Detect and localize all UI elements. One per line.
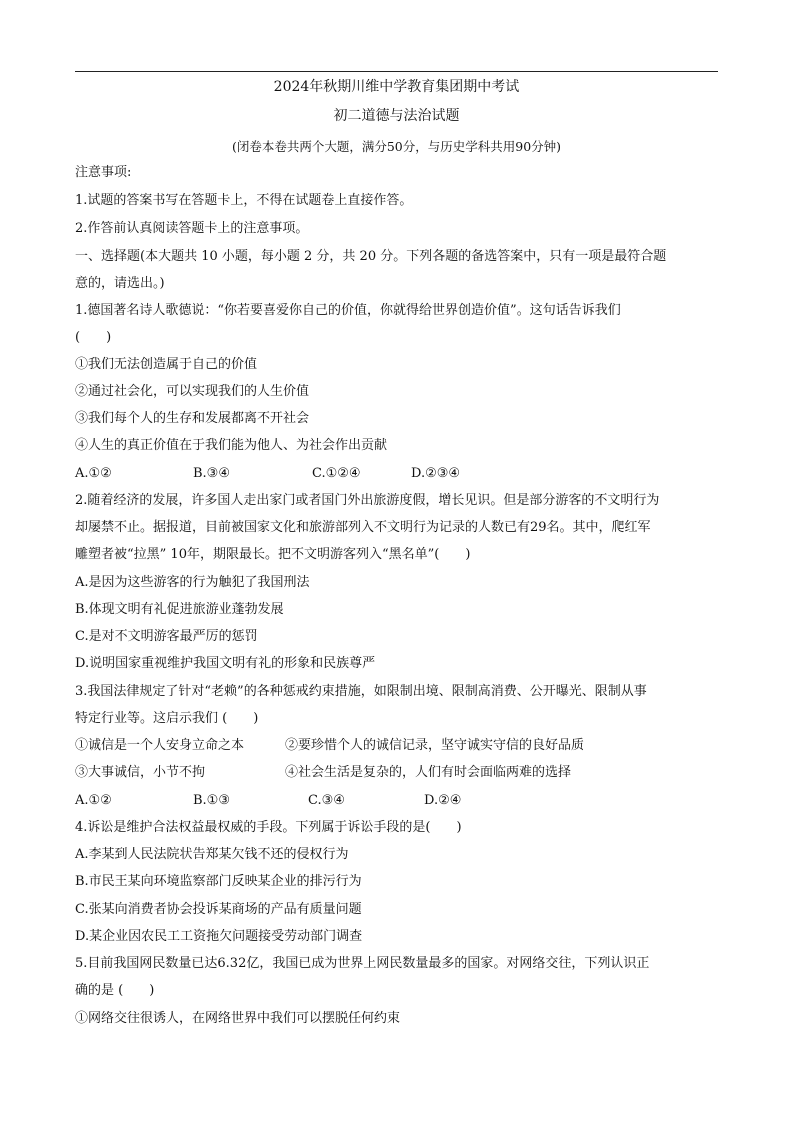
q2-stem: 2.随着经济的发展，许多国人走出家门或者国门外出旅游度假，增长见识。但是部分游客的不文明行为 [75, 493, 660, 508]
q4-option-a: A.李某到人民法院状告郑某欠钱不还的侵权行为 [75, 847, 349, 862]
q2-stem-cont: 却屡禁不止。据报道，目前被国家文化和旅游部列入不文明行为记录的人数已有29名。其中，爬红军 [75, 520, 651, 535]
exam-title: 2024年秋期川维中学教育集团期中考试 [273, 79, 520, 95]
q5-stem-cont: 确的是 ( ) [75, 983, 155, 998]
q5-stem: 5.目前我国网民数量已达6.32亿，我国已成为世界上网民数量最多的国家。对网络交往，下列认识正 [75, 956, 650, 971]
q5-statement-1: ①网络交往很诱人，在网络世界中我们可以摆脱任何约束 [75, 1011, 401, 1026]
q1-option-b: B.③④ [193, 466, 230, 481]
q1-answer-blank: ( ) [75, 330, 112, 345]
notices-heading: 注意事项: [75, 165, 132, 180]
q2-option-b: B.体现文明有礼促进旅游业蓬勃发展 [75, 602, 284, 617]
q2-option-a: A.是因为这些游客的行为触犯了我国刑法 [75, 575, 310, 590]
q3-stem-cont: 特定行业等。这启示我们 ( ) [75, 711, 259, 726]
q3-option-a: A.①② [75, 793, 112, 808]
q3-stem: 3.我国法律规定了针对“老赖”的各种惩戒约束措施，如限制出境、限制高消费、公开曝光、限制从事 [75, 684, 647, 699]
q4-option-b: B.市民王某向环境监察部门反映某企业的排污行为 [75, 874, 362, 889]
q3-option-d: D.②④ [424, 793, 462, 808]
q2-option-c: C.是对不文明游客最严厉的惩罚 [75, 629, 258, 644]
q1-statement-3: ③我们每个人的生存和发展都离不开社会 [75, 411, 310, 426]
q1-statement-2: ②通过社会化，可以实现我们的人生价值 [75, 384, 310, 399]
section1-instructions: 一、选择题(本大题共 10 小题，每小题 2 分，共 20 分。下列各题的备选答案中，只有一项是最符合题 [75, 249, 667, 264]
q4-option-d: D.某企业因农民工工资拖欠问题接受劳动部门调查 [75, 929, 363, 944]
q1-stem: 1.德国著名诗人歌德说：“你若要喜爱你自己的价值，你就得给世界创造价值”。这句话告诉我们 [75, 303, 621, 318]
q2-option-d: D.说明国家重视维护我国文明有礼的形象和民族尊严 [75, 656, 376, 671]
section1-instructions-cont: 意的，请选出。) [75, 276, 165, 291]
exam-subtitle: 初二道德与法治试题 [333, 108, 460, 124]
exam-note: (闭卷本卷共两个大题，满分50分，与历史学科共用90分钟) [231, 139, 562, 154]
q3-option-b: B.①③ [193, 793, 230, 808]
q2-stem-cont: 雕塑者被“拉黑” 10年，期限最长。把不文明游客列入“黑名单”( ) [75, 547, 471, 562]
q3-option-c: C.③④ [308, 793, 345, 808]
q4-stem: 4.诉讼是维护合法权益最权威的手段。下列属于诉讼手段的是( ) [75, 820, 462, 835]
q3-statement-2: ②要珍惜个人的诚信记录，坚守诚实守信的良好品质 [285, 738, 585, 753]
q3-statement-4: ④社会生活是复杂的，人们有时会面临两难的选择 [285, 765, 572, 780]
q4-option-c: C.张某向消费者协会投诉某商场的产品有质量问题 [75, 902, 362, 917]
q3-statement-3: ③大事诚信，小节不拘 [75, 765, 206, 780]
notice-item: 2.作答前认真阅读答题卡上的注意事项。 [75, 221, 309, 236]
q3-statement-1: ①诚信是一个人安身立命之本 [75, 738, 245, 753]
q1-statement-4: ④人生的真正价值在于我们能为他人、为社会作出贡献 [75, 438, 388, 453]
q1-option-d: D.②③④ [411, 466, 461, 481]
notice-item: 1.试题的答案书写在答题卡上，不得在试题卷上直接作答。 [75, 193, 413, 208]
q1-option-c: C.①②④ [312, 466, 361, 481]
q1-option-a: A.①② [75, 466, 112, 481]
header-rule [75, 71, 718, 72]
q1-statement-1: ①我们无法创造属于自己的价值 [75, 357, 258, 372]
